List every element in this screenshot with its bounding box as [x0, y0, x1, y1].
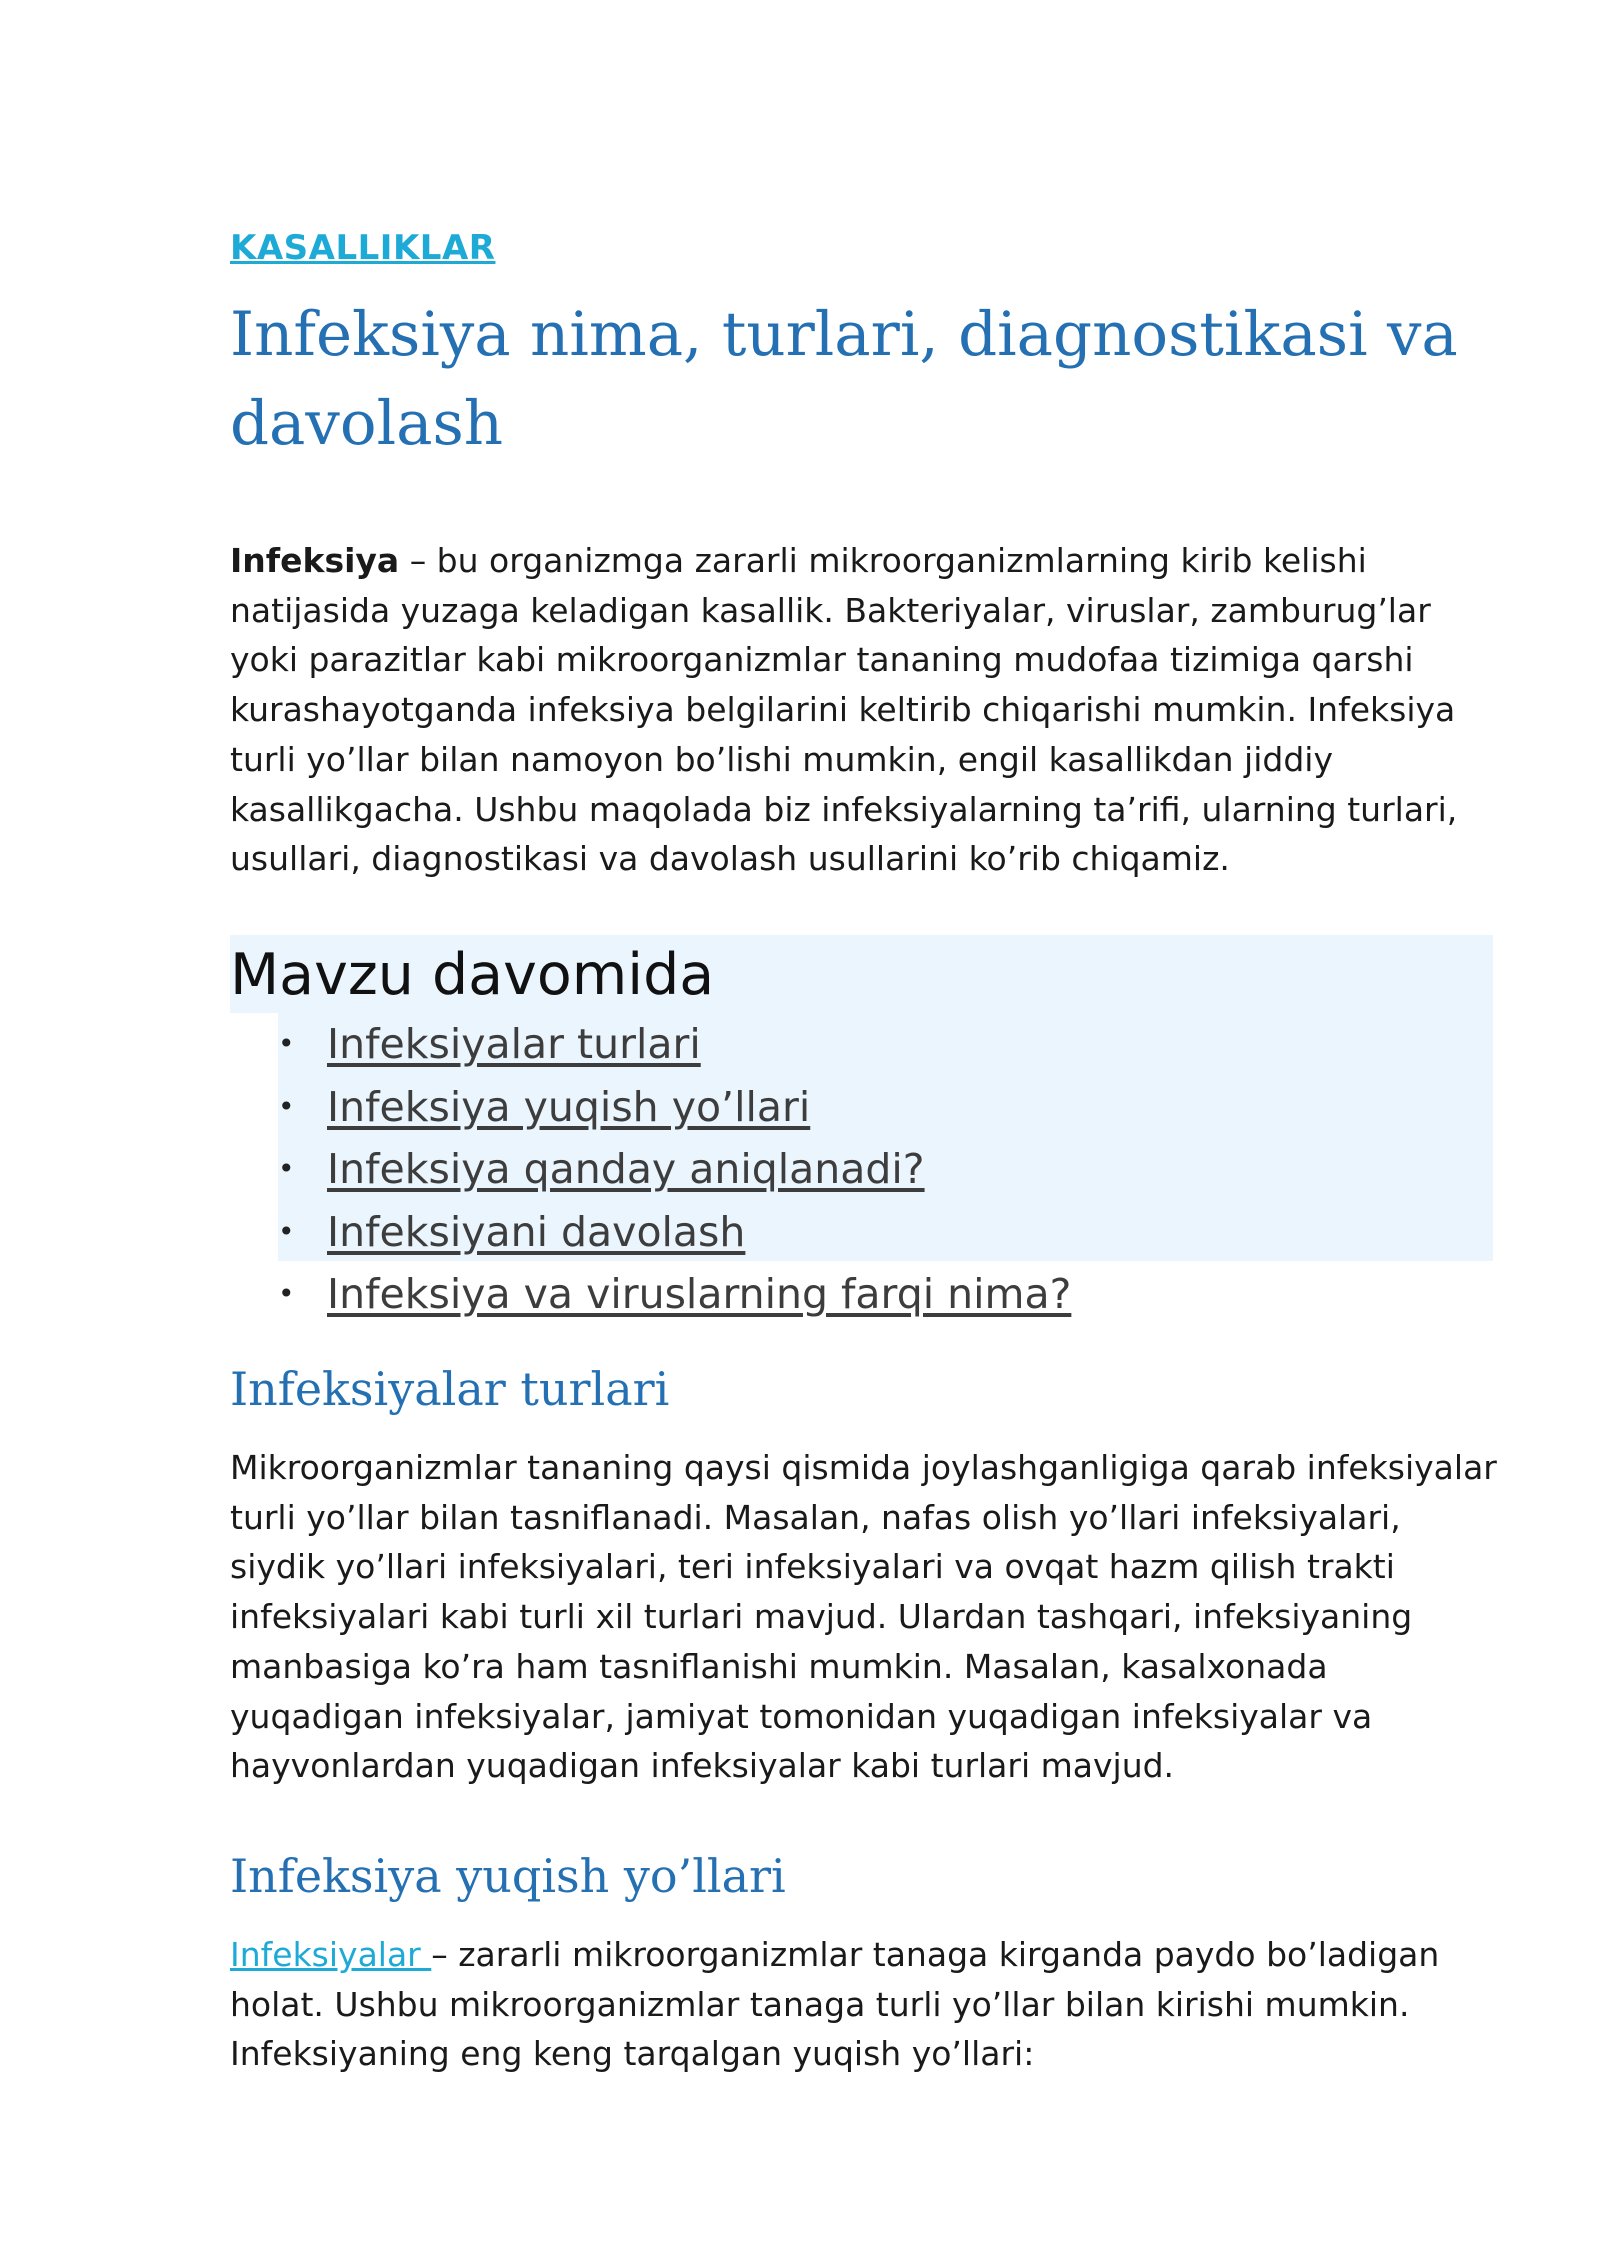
toc-item [278, 1201, 1071, 1264]
toc-link-davolash[interactable]: Infeksiyani davolash [327, 1207, 746, 1256]
bullet-icon: • [278, 1277, 295, 1310]
toc-item [278, 1013, 1071, 1076]
section-heading-yuqish-yollari: Infeksiya yuqish yo’llari [230, 1849, 786, 1903]
toc-link-qanday-aniqlanadi[interactable]: Infeksiya qanday aniqlanadi? [327, 1145, 925, 1193]
bullet-icon: • [278, 1214, 295, 1248]
bullet-icon: • [278, 1089, 295, 1123]
bullet-icon: • [278, 1027, 295, 1060]
toc-item [278, 1263, 1071, 1326]
inline-link-infeksiyalar[interactable]: Infeksiyalar [230, 1935, 432, 1974]
toc-title: Mavzu davomida [230, 942, 715, 1008]
toc-link-viruslar-farqi[interactable]: Infeksiya va viruslarning farqi nima? [327, 1270, 1072, 1318]
toc-link-infeksiyalar-turlari[interactable]: Infeksiyalar turlari [327, 1020, 701, 1068]
toc-link-yuqish-yollari[interactable]: Infeksiya yuqish yo’llari [327, 1082, 811, 1131]
intro-bold-term: Infeksiya [230, 541, 400, 580]
toc-item [278, 1076, 1071, 1139]
category-link[interactable]: KASALLIKLAR [230, 228, 496, 268]
intro-paragraph [230, 536, 1500, 884]
section-paragraph-yuqish-yollari [230, 1930, 1500, 2079]
section-text-yuqish-yollari: – zararli mikroorganizmlar tanaga kirganda paydo bo’ladigan holat. Ushbu mikroorganizmlar tanaga turli yo’llar bilan kirishi mumkin. Infeksiyaning eng keng tarqalgan yuqish yo’llari: [230, 1935, 1440, 2074]
intro-text: – bu organizmga zararli mikroorganizmlarning kirib kelishi natijasida yuzaga keladigan kasallik. Bakteriyalar, viruslar, zamburug’lar yoki parazitlar kabi mikroorganizmlar tananing mudofaa tizimiga qarshi kurashayotganda infeksiya belgilarini keltirib chiqarishi mumkin. Infeksiya turli yo’llar bilan namoyon bo’lishi mumkin, engil kasallikdan jiddiy kasallikgacha. Ushbu maqolada biz infeksiyalarning ta’rifi, ularning turlari, usullari, diagnostikasi va davolash usullarini ko’rib chiqamiz. [230, 541, 1458, 879]
bullet-icon: • [278, 1152, 295, 1185]
toc-list [278, 1013, 1071, 1326]
article-title: Infeksiya nima, turlari, diagnostikasi va davolash [230, 299, 1458, 459]
section-heading-infeksiyalar-turlari: Infeksiyalar turlari [230, 1362, 670, 1416]
section-paragraph-infeksiyalar-turlari: Mikroorganizmlar tananing qaysi qismida joylashganligiga qarab infeksiyalar turli yo’llar bilan tasniflanadi. Masalan, nafas olish yo’llari infeksiyalari, siydik yo’llari infeksiyalari, teri infeksiyalari va ovqat hazm qilish trakti infeksiyalari kabi turli xil turlari mavjud. Ulardan tashqari, infeksiyaning manbasiga ko’ra ham tasniflanishi mumkin. Masalan, kasalxonada yuqadigan infeksiyalar, jamiyat tomonidan yuqadigan infeksiyalar va hayvonlardan yuqadigan infeksiyalar kabi turlari mavjud. [230, 1448, 1497, 1786]
toc-item [278, 1138, 1071, 1201]
table-of-contents [230, 935, 1493, 1323]
